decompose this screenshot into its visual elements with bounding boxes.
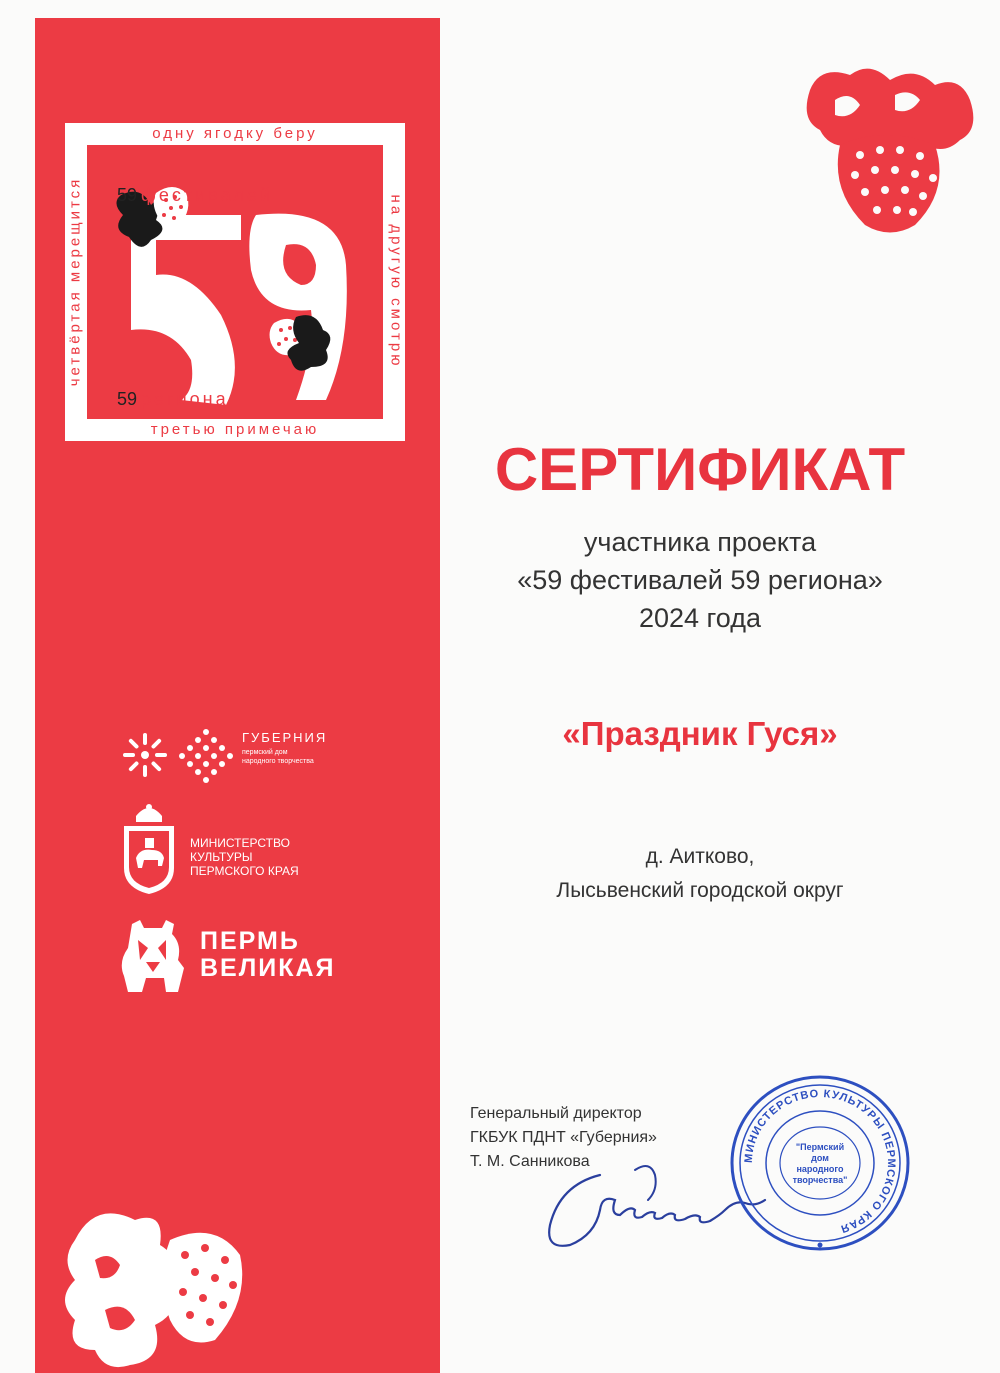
ministry-line-2: КУЛЬТУРЫ [190, 850, 253, 864]
stamp-line-2: дом [811, 1153, 829, 1163]
ministry-logo [118, 800, 378, 895]
subtitle-line-3: 2024 года [638, 603, 761, 633]
subtitle-line-1: участника проекта [583, 527, 817, 557]
signer-organization: ГКБУК ПДНТ «Губерния» [470, 1129, 657, 1146]
side-panel [35, 18, 440, 1373]
sun-icon [120, 730, 170, 780]
signer-position: Генеральный директор [470, 1105, 642, 1122]
ornament-diamond-icon [178, 728, 234, 784]
stamp-line-3: народного [796, 1164, 844, 1174]
logo-line-region [117, 389, 229, 410]
gubernia-logo [120, 718, 360, 788]
logo-poem-bottom: третью примечаю [150, 421, 320, 438]
perm-line-1: ПЕРМЬ [200, 927, 300, 955]
subtitle-line-2: «59 фестивалей 59 региона» [517, 565, 883, 595]
logo-poem-left: четвёртая мерещится [66, 176, 84, 387]
gubernia-subtitle: пермский дом народного творчества [242, 749, 314, 765]
logo-poem-top: одну ягодку беру [152, 125, 318, 142]
stamp-line-1: "Пермский [795, 1142, 845, 1152]
coat-of-arms-icon [118, 800, 180, 895]
ministry-text [190, 836, 299, 878]
ministry-line-1: МИНИСТЕРСТВО [190, 836, 290, 850]
logo-line2-number: 59 [117, 389, 138, 409]
logo-line-festivals [117, 185, 273, 206]
berry-ornament-icon [55, 1200, 255, 1373]
location-line-2: Лысьвенский городской округ [556, 879, 844, 902]
event-location [440, 840, 960, 908]
perm-velikaya-text [200, 928, 336, 982]
berry-ornament-top-icon [795, 60, 980, 240]
certificate-title: СЕРТИФИКАТ [494, 436, 906, 503]
logo-line1-word: фестивалей [141, 185, 274, 205]
logo-poem-right: на другую смотрю [387, 194, 405, 369]
logo-line1-number: 59 [117, 185, 138, 205]
bear-icon [118, 918, 188, 998]
signer-name: Т. М. Санникова [470, 1153, 590, 1170]
certificate-subtitle [440, 523, 960, 637]
logo-line2-word: региона [141, 389, 229, 409]
stamp-center-text [785, 1142, 855, 1186]
festival-logo [65, 123, 405, 441]
perm-line-2: ВЕЛИКАЯ [200, 954, 336, 982]
event-name: «Праздник Гуся» [562, 715, 838, 752]
logo-red-square [87, 145, 383, 419]
location-line-1: д. Аитково, [645, 845, 755, 868]
gubernia-title: ГУБЕРНИЯ [242, 730, 328, 745]
ministry-line-3: ПЕРМСКОГО КРАЯ [190, 864, 299, 878]
perm-velikaya-logo [118, 918, 348, 998]
stamp-line-4: творчества" [792, 1175, 848, 1185]
stamp-ring-text: МИНИСТЕРСТВО КУЛЬТУРЫ ПЕРМСКОГО КРАЯ [742, 1087, 898, 1235]
